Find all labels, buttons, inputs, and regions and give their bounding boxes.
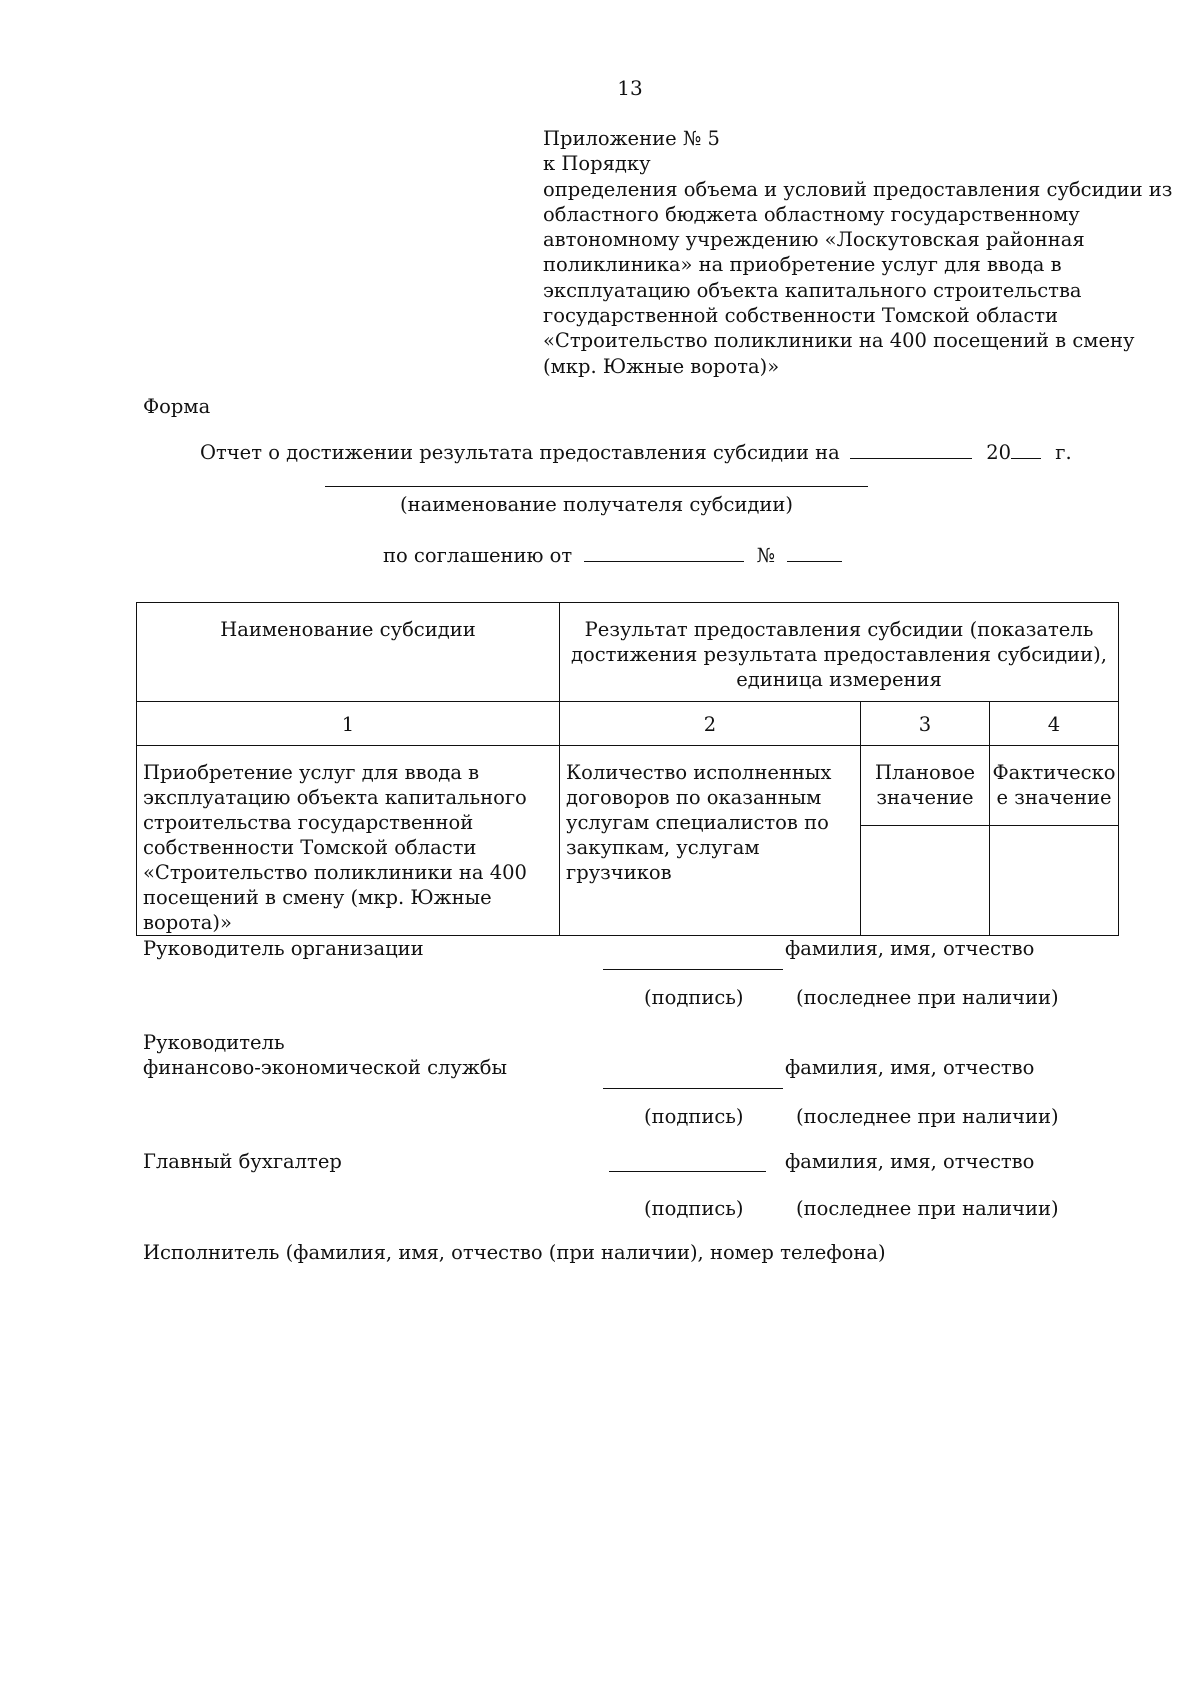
signature-line[interactable] <box>609 1171 766 1172</box>
table-header-row <box>137 603 1119 702</box>
appendix-line: поликлиника» на приобретение услуг для ввода в <box>543 253 1062 277</box>
signer-label: финансово-экономической службы <box>143 1056 508 1079</box>
cell-line: договоров по оказанным <box>566 786 822 809</box>
number-sign: № <box>756 544 776 567</box>
appendix-line: автономному учреждению «Лоскутовская районная <box>543 228 1085 252</box>
report-title <box>200 440 1072 465</box>
signer-label: Главный бухгалтер <box>143 1150 342 1173</box>
cell-result <box>560 746 861 936</box>
appendix-line: «Строительство поликлиники на 400 посещений в смену <box>543 329 1135 353</box>
recipient-caption: (наименование получателя субсидии) <box>400 493 793 516</box>
cell-line: Количество исполненных <box>566 761 832 784</box>
header-result-line: Результат предоставления субсидии (показатель <box>584 618 1094 641</box>
column-number: 4 <box>990 702 1119 746</box>
year-blank-field[interactable] <box>1011 440 1041 459</box>
signer-label: Руководитель <box>143 1031 285 1054</box>
agreement-line <box>383 543 842 568</box>
report-table <box>136 602 1119 936</box>
header-result-line: единица измерения <box>736 668 942 691</box>
cell-planned-header <box>861 746 990 826</box>
fio-caption: (последнее при наличии) <box>796 986 1059 1009</box>
cell-line: закупкам, услугам грузчиков <box>566 836 760 884</box>
signature-line[interactable] <box>603 1088 783 1089</box>
signer-label: Руководитель организации <box>143 937 424 960</box>
column-number: 3 <box>861 702 990 746</box>
appendix-line: государственной собственности Томской области <box>543 304 1059 328</box>
agreement-prefix: по соглашению от <box>383 544 573 567</box>
signature-caption: (подпись) <box>644 1105 744 1128</box>
signer-fio: фамилия, имя, отчество <box>785 1056 1035 1079</box>
column-number: 1 <box>137 702 560 746</box>
cell-line: Приобретение услуг для ввода в <box>143 761 480 784</box>
appendix-block <box>543 126 1172 379</box>
cell-line: Фактическо <box>992 761 1116 784</box>
signature-caption: (подпись) <box>644 1197 744 1220</box>
cell-actual-header <box>990 746 1119 826</box>
cell-actual-value[interactable] <box>990 825 1119 935</box>
date-blank-field[interactable] <box>850 440 972 459</box>
appendix-line: Приложение № 5 <box>543 127 720 150</box>
year-prefix: 20 <box>986 441 1012 464</box>
cell-line: услугам специалистов по <box>566 811 829 834</box>
appendix-line: к Порядку <box>543 152 651 176</box>
signer-fio: фамилия, имя, отчество <box>785 1150 1035 1173</box>
column-number-row <box>137 702 1119 746</box>
header-subsidy-name: Наименование субсидии <box>137 603 560 702</box>
cell-line: строительства государственной <box>143 811 474 834</box>
cell-subsidy-name <box>137 746 560 936</box>
signer-fio: фамилия, имя, отчество <box>785 937 1035 960</box>
agreement-date-blank-field[interactable] <box>584 543 744 562</box>
appendix-line: областного бюджета областному государственному <box>543 202 1080 226</box>
cell-line: эксплуатацию объекта капитального <box>143 786 527 809</box>
header-result-line: достижения результата предоставления субсидии), <box>571 643 1107 666</box>
cell-planned-value[interactable] <box>861 825 990 935</box>
cell-line: собственности Томской области <box>143 836 477 859</box>
signature-line[interactable] <box>603 969 783 970</box>
signature-caption: (подпись) <box>644 986 744 1009</box>
agreement-number-blank-field[interactable] <box>787 543 842 562</box>
table-row <box>137 746 1119 826</box>
cell-line: «Строительство поликлиники на 400 <box>143 861 527 884</box>
executor-line: Исполнитель (фамилия, имя, отчество (при наличии), номер телефона) <box>143 1241 886 1264</box>
cell-line: посещений в смену (мкр. Южные ворота)» <box>143 886 492 934</box>
report-title-text: Отчет о достижении результата предоставления субсидии на <box>200 441 840 464</box>
appendix-line: (мкр. Южные ворота)» <box>543 354 780 378</box>
recipient-blank-field[interactable] <box>325 486 868 487</box>
year-suffix: г. <box>1055 441 1072 464</box>
page-number: 13 <box>617 76 643 100</box>
appendix-line: определения объема и условий предоставления субсидии из <box>543 177 1173 201</box>
fio-caption: (последнее при наличии) <box>796 1197 1059 1220</box>
appendix-line: эксплуатацию объекта капитального строительства <box>543 278 1082 302</box>
cell-line: значение <box>876 786 974 809</box>
cell-line: Плановое <box>874 761 975 784</box>
form-label: Форма <box>143 395 211 418</box>
header-result-group <box>560 603 1119 702</box>
column-number: 2 <box>560 702 861 746</box>
cell-line: е значение <box>996 786 1112 809</box>
fio-caption: (последнее при наличии) <box>796 1105 1059 1128</box>
